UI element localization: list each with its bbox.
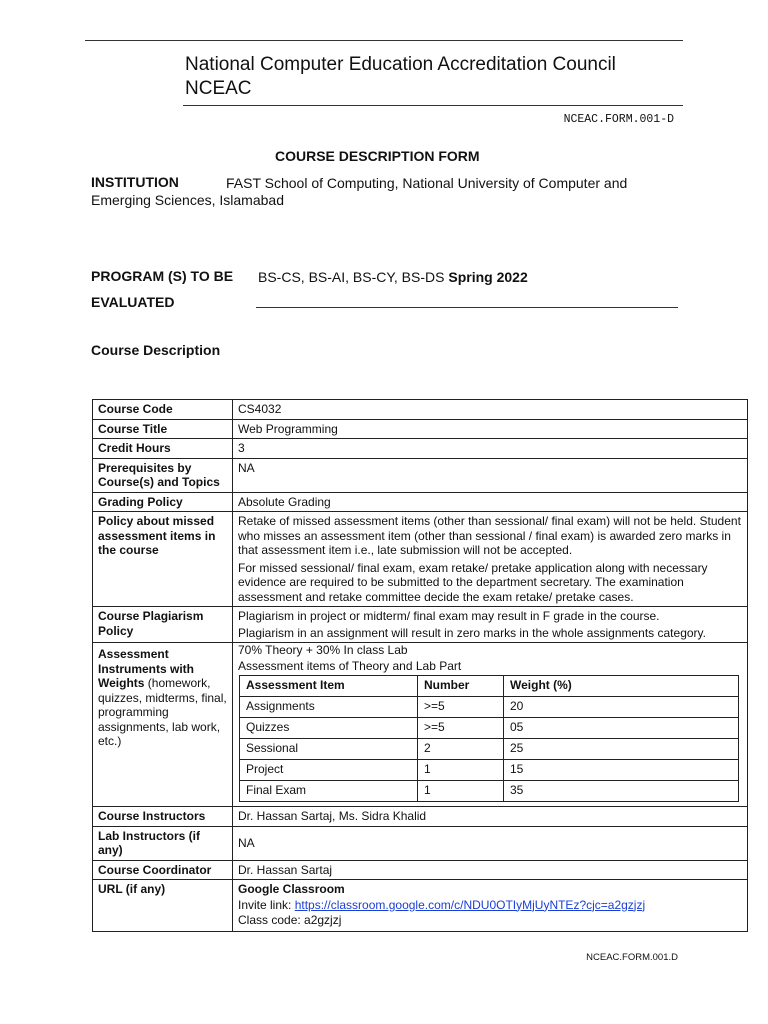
table-row [240,739,739,760]
assessment-item: Final Exam [240,781,418,802]
program-label-line2: EVALUATED [91,294,175,310]
assessment-label [93,643,233,807]
institution-label: INSTITUTION [91,174,179,190]
table-row [240,781,739,802]
table-row [93,860,748,880]
instructors-value: Dr. Hassan Sartaj, Ms. Sidra Khalid [233,807,748,827]
prerequisites-label: Prerequisites by Course(s) and Topics [93,458,233,492]
top-rule [85,40,683,41]
table-row [240,697,739,718]
table-row [93,807,748,827]
table-row [93,419,748,439]
missed-policy-value [233,512,748,607]
assessment-number: 1 [418,781,504,802]
table-row [93,607,748,643]
assessment-item: Quizzes [240,718,418,739]
table-row [93,400,748,420]
assessment-label-bold: Assessment Instruments with Weights [98,647,195,690]
section-title: Course Description [91,342,221,358]
assessment-weight: 20 [504,697,739,718]
missed-policy-paragraph-2: For missed sessional/ final exam, exam retake/ pretake application along with necessary evidence are required to be submitted to the department secretary. The examination assessment and retake committee decide the exam retake/ pretake cases. [238,560,708,604]
table-row [240,718,739,739]
assessment-weight: 25 [504,739,739,760]
table-row [93,439,748,459]
org-name: National Computer Education Accreditation Council [185,54,616,75]
assessment-number: >=5 [418,718,504,739]
program-underline [256,307,678,308]
url-label: URL (if any) [93,880,233,932]
assessment-line-2: Assessment items of Theory and Lab Part [238,658,462,673]
assessment-number: >=5 [418,697,504,718]
column-header: Weight (%) [504,676,739,697]
invite-line [238,898,742,914]
table-header-row [240,676,739,697]
instructors-label: Course Instructors [93,807,233,827]
course-code-label: Course Code [93,400,233,420]
assessment-value [233,643,748,807]
institution-value-line1: FAST School of Computing, National University of Computer and [226,175,628,191]
missed-policy-label: Policy about missed assessment items in the course [93,512,233,607]
plagiarism-paragraph-1: Plagiarism in project or midterm/ final exam may result in F grade in the course. [238,609,660,623]
assessment-number: 1 [418,760,504,781]
program-list: BS-CS, BS-AI, BS-CY, BS-DS [258,269,445,285]
table-row [93,880,748,932]
assessment-item: Project [240,760,418,781]
assessment-line-1: 70% Theory + 30% In class Lab [238,643,408,657]
grading-policy-label: Grading Policy [93,492,233,512]
coordinator-value: Dr. Hassan Sartaj [233,860,748,880]
classroom-invite-link[interactable]: https://classroom.google.com/c/NDU0OTIyMjUyNTEz?cjc=a2gzjzj [294,897,646,912]
course-table [92,399,748,932]
plagiarism-policy-label: Course Plagiarism Policy [93,607,233,643]
program-label-line1: PROGRAM (S) TO BE [91,268,234,284]
prerequisites-value: NA [233,458,748,492]
plagiarism-paragraph-2: Plagiarism in an assignment will result in zero marks in the whole assignments category. [238,625,706,640]
table-row [93,512,748,607]
program-value [258,269,528,285]
course-code-value: CS4032 [233,400,748,420]
footer-form-code: NCEAC.FORM.001.D [586,952,678,963]
table-row [93,643,748,807]
lab-instructors-value: NA [233,826,748,860]
invite-prefix: Invite link: [238,897,295,912]
column-header: Assessment Item [240,676,418,697]
course-title-value: Web Programming [233,419,748,439]
table-row [240,760,739,781]
plagiarism-policy-value [233,607,748,643]
table-row [93,826,748,860]
institution-value-line2: Emerging Sciences, Islamabad [91,192,284,208]
column-header: Number [418,676,504,697]
credit-hours-label: Credit Hours [93,439,233,459]
header-rule [183,105,683,106]
lab-instructors-label: Lab Instructors (if any) [93,826,233,860]
url-value [233,880,748,932]
assessment-item: Assignments [240,697,418,718]
url-title: Google Classroom [238,882,345,896]
table-row [93,458,748,492]
program-term: Spring 2022 [448,269,528,285]
form-title: COURSE DESCRIPTION FORM [275,148,480,164]
credit-hours-value: 3 [233,439,748,459]
form-code: NCEAC.FORM.001-D [563,113,674,126]
assessment-weight: 15 [504,760,739,781]
coordinator-label: Course Coordinator [93,860,233,880]
class-code: Class code: a2gzjzj [238,913,342,927]
course-title-label: Course Title [93,419,233,439]
assessment-weight: 35 [504,781,739,802]
assessment-item: Sessional [240,739,418,760]
assessment-number: 2 [418,739,504,760]
assessment-weights-table [239,675,739,802]
table-row [93,492,748,512]
grading-policy-value: Absolute Grading [233,492,748,512]
missed-policy-paragraph-1: Retake of missed assessment items (other than sessional/ final exam) will not be held. Student who misses an assessment item (other than sessional / final exam) is awarded zero marks in that assessment item i.e., late submission will not be accepted. [238,514,741,557]
org-abbr: NCEAC [185,78,252,99]
assessment-weight: 05 [504,718,739,739]
assessment-label-rest: (homework, quizzes, midterms, final, programming assignments, lab work, etc.) [98,676,227,748]
